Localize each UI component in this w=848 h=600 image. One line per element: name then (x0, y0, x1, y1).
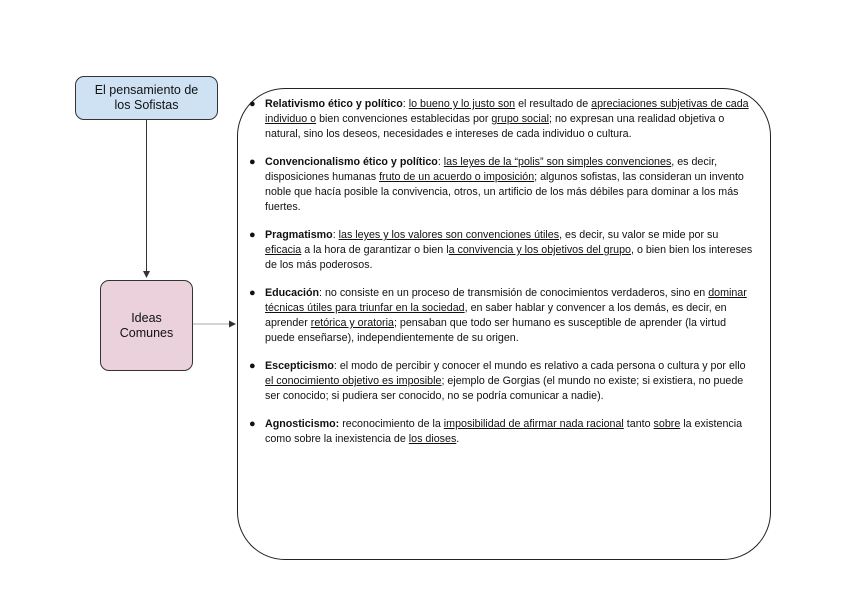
underlined-text: sobre (653, 418, 681, 430)
underlined-text: el conocimiento objetivo es imposible (265, 375, 442, 387)
idea-text: : (332, 229, 339, 241)
idea-item (249, 417, 756, 447)
idea-text: : no consiste en un proceso de transmisión de conocimientos verdaderos, sino en (319, 287, 709, 299)
idea-text: : (437, 156, 444, 168)
idea-item (249, 155, 756, 215)
idea-item (249, 228, 756, 273)
underlined-text: dominar técnicas útiles para triunfar en la sociedad (265, 287, 747, 314)
idea-text: ; algunos sofistas, las consideran un invento noble que hacía posible la convivencia, otros, un artificio de los más débiles para dominar a los más fuertes. (265, 171, 744, 213)
node-ideas-comunes (100, 280, 193, 371)
idea-title: Pragmatismo (265, 229, 333, 241)
underlined-text: imposibilidad de afirmar nada racional (443, 418, 624, 430)
idea-text: , es decir, disposiciones humanas (265, 156, 718, 183)
idea-title: Agnosticismo: (265, 418, 340, 430)
bullet-icon: ● (249, 98, 256, 110)
underlined-text: a convivencia y los objetivos del grupo (448, 244, 631, 256)
underlined-text: las leyes y los valores son convenciones útiles (338, 229, 560, 241)
idea-text: a la hora de garantizar o bien l (301, 244, 449, 256)
node-top-line-2: los Sofistas (114, 98, 179, 112)
idea-item (249, 286, 756, 346)
underlined-text: eficacia (265, 244, 302, 256)
idea-text: ; pensaban que todo ser humano es susceptible de aprender (la virtud puede enseñarse), independientemente de su origen. (265, 317, 727, 344)
node-top-line-1: El pensamiento de (94, 83, 199, 97)
bullet-icon: ● (249, 156, 256, 168)
ideas-list (249, 97, 756, 447)
idea-text: la existencia como sobre la inexistencia de (265, 418, 743, 445)
bullet-icon: ● (249, 418, 256, 430)
bullet-icon: ● (249, 229, 256, 241)
underlined-text: lo bueno y lo justo son (408, 98, 516, 110)
idea-text: ; no expresan una realidad objetiva o natural, sino los deseos, necesidades e intereses de cada individuo o cultura. (265, 113, 725, 140)
idea-text: reconocimiento de la (339, 418, 444, 430)
node-mid-line-1: Ideas (131, 310, 162, 325)
underlined-text: los dioses (408, 433, 457, 445)
underlined-text: fruto de un acuerdo o imposición (379, 171, 535, 183)
node-pensamiento-sofistas (75, 76, 218, 120)
idea-title: Escepticismo (265, 360, 334, 372)
underlined-text: retórica y oratoria (310, 317, 394, 329)
idea-text: , o bien bien los intereses de los más poderosos. (265, 244, 753, 271)
idea-text: : el modo de percibir y conocer el mundo es relativo a cada persona o cultura y por ello (333, 360, 746, 372)
idea-text: bien convenciones establecidas por (316, 113, 492, 125)
node-mid-line-2: Comunes (119, 325, 174, 340)
underlined-text: apreciaciones subjetivas de cada individuo o (265, 98, 749, 125)
ideas-content-box (237, 88, 771, 560)
idea-title: Relativismo ético y político (265, 98, 403, 110)
idea-text: el resultado de (515, 98, 592, 110)
idea-text: : (402, 98, 409, 110)
idea-text: . (456, 433, 460, 445)
idea-title: Educación (265, 287, 320, 299)
idea-item (249, 97, 756, 142)
idea-text: , en saber hablar y convencer a los demás, es decir, en aprender (265, 302, 727, 329)
bullet-icon: ● (249, 287, 256, 299)
idea-text: , es decir, su valor se mide por su (559, 229, 719, 241)
idea-item (249, 359, 756, 404)
idea-text: ; ejemplo de Gorgias (el mundo no existe; si existiera, no puede ser conocido; si pudiera ser conocido, no se podría comunicar a nadie). (265, 375, 744, 402)
idea-title: Convencionalismo ético y político (265, 156, 438, 168)
idea-text: tanto (623, 418, 654, 430)
underlined-text: grupo social (491, 113, 550, 125)
underlined-text: las leyes de la “polis” son simples convenciones (443, 156, 672, 168)
bullet-icon: ● (249, 360, 256, 372)
